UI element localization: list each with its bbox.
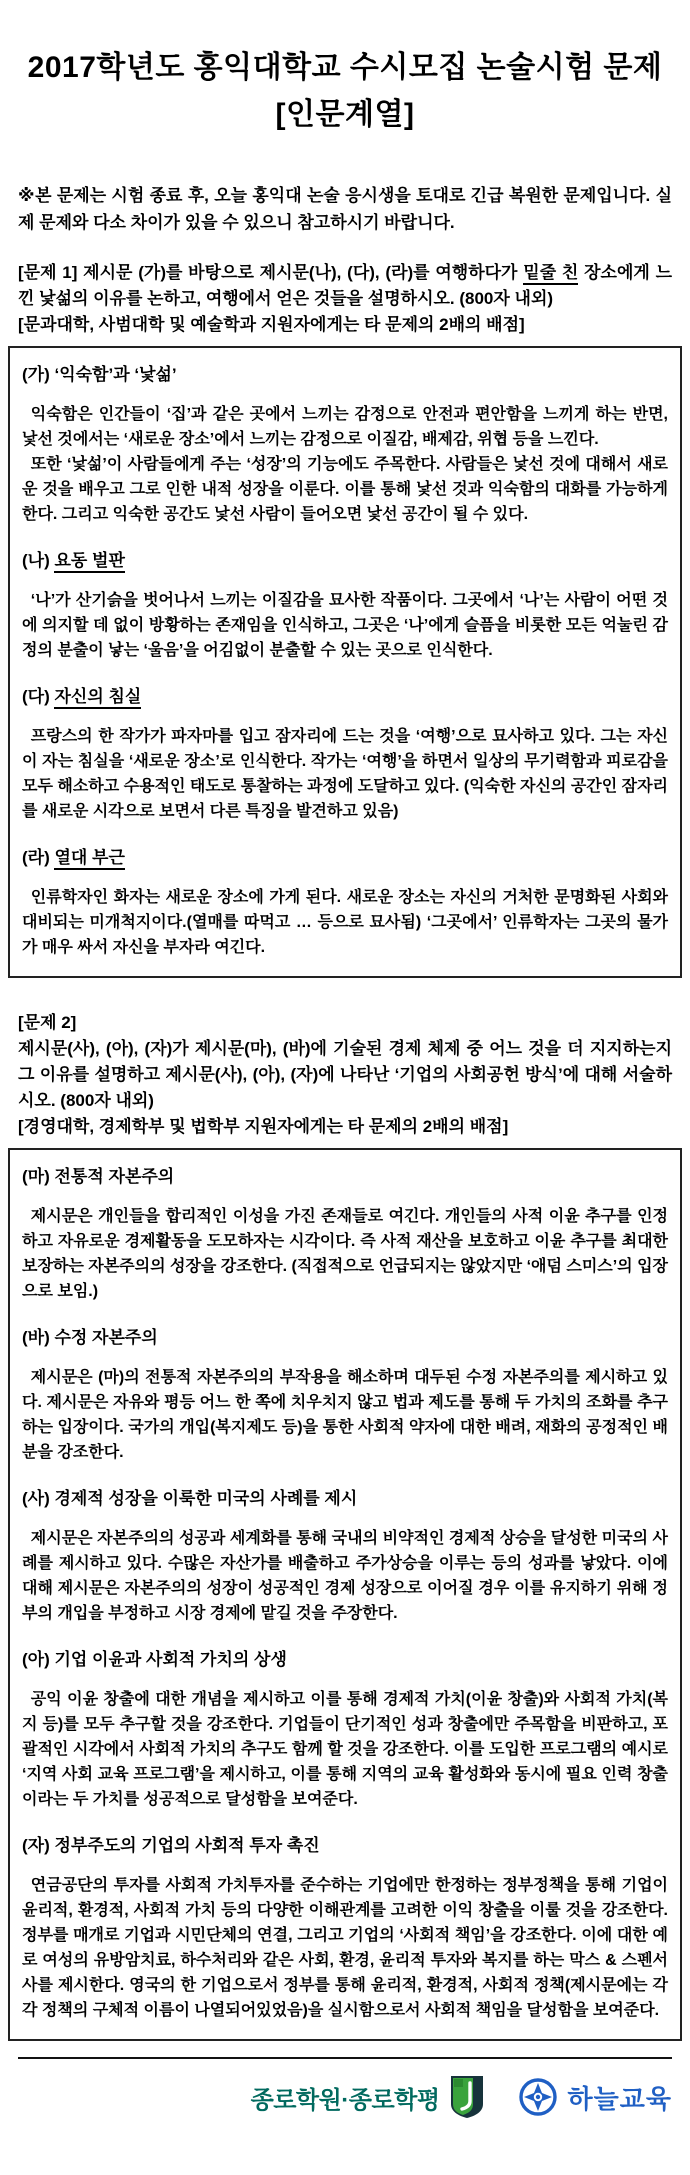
passage-na [22,548,668,663]
problem1-question [18,260,672,338]
passage-na-name: 요동 벌판 [54,551,124,573]
problem2-passages-box [8,1148,682,2041]
passage-ah-name: 기업 이윤과 사회적 가치의 상생 [54,1650,287,1669]
problem2-question-text: 제시문(사), (아), (자)가 제시문(마), (바)에 기술된 경제 체제 중 어느 것을 더 지지하는지 그 이유를 설명하고 제시문(사), (아), (자)에 나타난 ‘기업의 사회공헌 방식’에 대해 서술하시오. (800자 내외) [18,1039,672,1110]
passage-ja-title [22,1833,668,1858]
passage-da-paragraph-1: 프랑스의 한 작가가 파자마를 입고 잠자리에 드는 것을 ‘여행’으로 묘사하고 있다. 그는 자신이 자는 침실을 ‘새로운 장소’로 인식한다. 작가는 ‘여행’을 하면서 일상의 무기력함과 피로감을 모두 해소하고 수용적인 태도로 통찰하는 과정에 도달하고 있다. (익숙한 자신의 공간인 잠자리를 새로운 시각으로 보면서 다른 특징을 발견하고 있음) [22,728,669,820]
haneul-star-icon [518,2077,558,2117]
passage-ah-label: (아) [22,1650,50,1669]
passage-na-paragraph-1: ‘나’가 산기슭을 벗어나서 느끼는 이질감을 묘사한 작품이다. 그곳에서 ‘나’는 사람이 어떤 것에 의지할 데 없이 방황하는 존재임을 인식하고, 그곳은 ‘나’에게 슬픔을 비롯한 모든 억눌린 감정의 분출이 낳는 ‘울음’을 어김없이 분출할 수 있는 곳으로 인식한다. [22,592,668,659]
passage-ma-label: (마) [22,1167,50,1186]
passage-ga-paragraph-1: 익숙함은 인간들이 ‘집’과 같은 곳에서 느끼는 감정으로 안전과 편안함을 느끼게 하는 반면, 낯선 것에서는 ‘새로운 장소’에서 느끼는 감정으로 이질감, 배제감, 위협 등을 느낀다. [22,406,668,448]
passage-ma-paragraph-1: 제시문은 개인들을 합리적인 이성을 가진 존재들로 여긴다. 개인들의 사적 이윤 추구를 인정하고 자유로운 경제활동을 도모하자는 시각이다. 즉 사적 재산을 보호하고 이윤 추구를 최대한 보장하는 자본주의의 성장을 강조한다. (직접적으로 언급되지는 않았지만 ‘애덤 스미스’의 입장으로 보임.) [22,1208,669,1300]
problem1-scoring-note: [문과대학, 사범대학 및 예술학과 지원자에게는 타 문제의 2배의 배점] [18,315,525,334]
passage-ja-name: 정부주도의 기업의 사회적 투자 촉진 [54,1836,320,1855]
passage-sa [22,1486,668,1626]
passage-ga-name: ‘익숙함’과 ‘낯섦’ [54,365,177,384]
problem2-label: [문제 2] [18,1013,77,1032]
passage-ra-name: 열대 부근 [54,848,124,870]
problem1-question-text-before: [문제 1] 제시문 (가)를 바탕으로 제시문(나), (다), (라)를 여행하다가 [18,263,524,282]
passage-ja-label: (자) [22,1836,50,1855]
haneul-brand-text: 하늘교육 [567,2083,672,2114]
passage-na-label: (나) [22,551,50,570]
passage-ah-title [22,1647,668,1672]
page-title-line1: 2017학년도 홍익대학교 수시모집 논술시험 문제 [27,51,663,84]
passage-na-title [22,548,668,573]
passage-ga [22,362,668,527]
passage-da [22,684,668,824]
problem2-scoring-note: [경영대학, 경제학부 및 법학부 지원자에게는 타 문제의 2배의 배점] [18,1117,509,1136]
restoration-notice: ※본 문제는 시험 종료 후, 오늘 홍익대 논술 응시생을 토대로 긴급 복원한 문제입니다. 실제 문제와 다소 차이가 있을 수 있으니 참고하시기 바랍니다. [18,186,672,232]
passage-ga-paragraph-2: 또한 ‘낯섦’이 사람들에게 주는 ‘성장’의 기능에도 주목한다. 사람들은 낯선 것에 대해서 새로운 것을 배우고 그로 인한 내적 성장을 이룬다. 이를 통해 낯선 것과 익숙함의 대화를 가능하게 한다. 그리고 익숙한 공간도 낯선 사람이 들어오면 낯선 공간이 될 수 있다. [22,456,668,523]
passage-da-name: 자신의 침실 [54,687,141,709]
passage-ba-paragraph-1: 제시문은 (마)의 전통적 자본주의의 부작용을 해소하며 대두된 수정 자본주의를 제시하고 있다. 제시문은 자유와 평등 어느 한 쪽에 치우치지 않고 법과 제도를 통해 두 가치의 조화를 추구하는 입장이다. 국가의 개입(복지제도 등)을 통한 사회적 약자에 대한 배려, 재화의 공정적인 배분을 강조한다. [22,1369,668,1461]
passage-ba-title [22,1325,668,1350]
passage-ga-title [22,362,668,387]
passage-ja [22,1833,668,2023]
passage-ja-paragraph-1: 연금공단의 투자를 사회적 가치투자를 준수하는 기업에만 한정하는 정부정책을 통해 기업이 윤리적, 환경적, 사회적 가치 등의 다양한 이해관계를 고려한 이익 창출을 이룰 것을 강조한다. 정부를 매개로 기업과 시민단체의 연결, 그리고 기업의 ‘사회적 책임’을 강조한다. 이에 대한 예로 여성의 유방암치료, 하수처리와 같은 사회, 환경, 윤리적 투자와 복지를 하는 막스 & 스펜서사를 제시한다. 영국의 한 기업으로서 정부를 통해 윤리적, 환경적, 사회적 정책(제시문에는 각각 정책의 구체적 이름이 나열되어있었음)을 실시함으로서 사회적 책임을 달성함을 보여준다. [22,1877,668,2019]
passage-ah [22,1647,668,1812]
problem1-passages-box [8,346,682,978]
passage-sa-paragraph-1: 제시문은 자본주의의 성공과 세계화를 통해 국내의 비약적인 경제적 상승을 달성한 미국의 사례를 제시하고 있다. 수많은 자산가를 배출하고 주가상승을 이루는 등의 성과를 낳았다. 이에 대해 제시문은 자본주의의 성장이 성공적인 경제 성장으로 이어질 경우 이를 유지하기 위해 정부의 개입을 부정하고 시장 경제에 맡길 것을 주장한다. [22,1530,668,1622]
problem1-question-text-after: 장소에게 느낀 낯섦의 이유를 논하고, 여행에서 얻은 것들을 설명하시오. (800자 내외) [18,263,673,308]
jongno-brand-text: 종로학원·종로학평 [250,2086,440,2114]
passage-sa-name: 경제적 성장을 이룩한 미국의 사례를 제시 [54,1489,358,1508]
passage-ba-label: (바) [22,1328,50,1347]
passage-ah-paragraph-1: 공익 이윤 창출에 대한 개념을 제시하고 이를 통해 경제적 가치(이윤 창출)와 사회적 가치(복지 등)를 모두 추구할 것을 강조한다. 기업들이 단기적인 성과 창출에만 주목함을 비판하고, 포괄적인 시각에서 사회적 가치의 추구도 함께 할 것을 강조한다. 이를 도입한 프로그램의 예시로 ‘지역 사회 교육 프로그램’을 제시하고, 이를 통해 지역의 교육 활성화와 동시에 필요 인력 창출이라는 두 가치를 성공적으로 달성함을 보여준다. [22,1691,668,1808]
passage-da-title [22,684,668,709]
passage-ga-label: (가) [22,365,50,384]
footer-divider [18,2057,672,2059]
problem1-underlined-phrase: 밑줄 친 [523,263,578,285]
passage-ra-title [22,845,668,870]
passage-ra-label: (라) [22,848,50,867]
jongno-shield-icon [450,2075,484,2119]
passage-ma [22,1164,668,1304]
passage-sa-label: (사) [22,1489,50,1508]
page-title-line2: [인문계열] [275,98,415,131]
problem2-question [18,1010,672,1140]
passage-da-label: (다) [22,687,50,706]
page-title [0,0,690,138]
passage-ba [22,1325,668,1465]
passage-ra [22,845,668,960]
passage-ba-name: 수정 자본주의 [54,1328,158,1347]
passage-ma-name: 전통적 자본주의 [54,1167,175,1186]
passage-ra-paragraph-1: 인류학자인 화자는 새로운 장소에 가게 된다. 새로운 장소는 자신의 거처한 문명화된 사회와 대비되는 미개척지이다.(열매를 따먹고 … 등으로 묘사됨) ‘그곳에서’ 인류학자는 그곳의 물가가 매우 싸서 자신을 부자라 여긴다. [22,889,668,956]
passage-sa-title [22,1486,668,1511]
footer-logos [18,2071,672,2123]
passage-ma-title [22,1164,668,1189]
